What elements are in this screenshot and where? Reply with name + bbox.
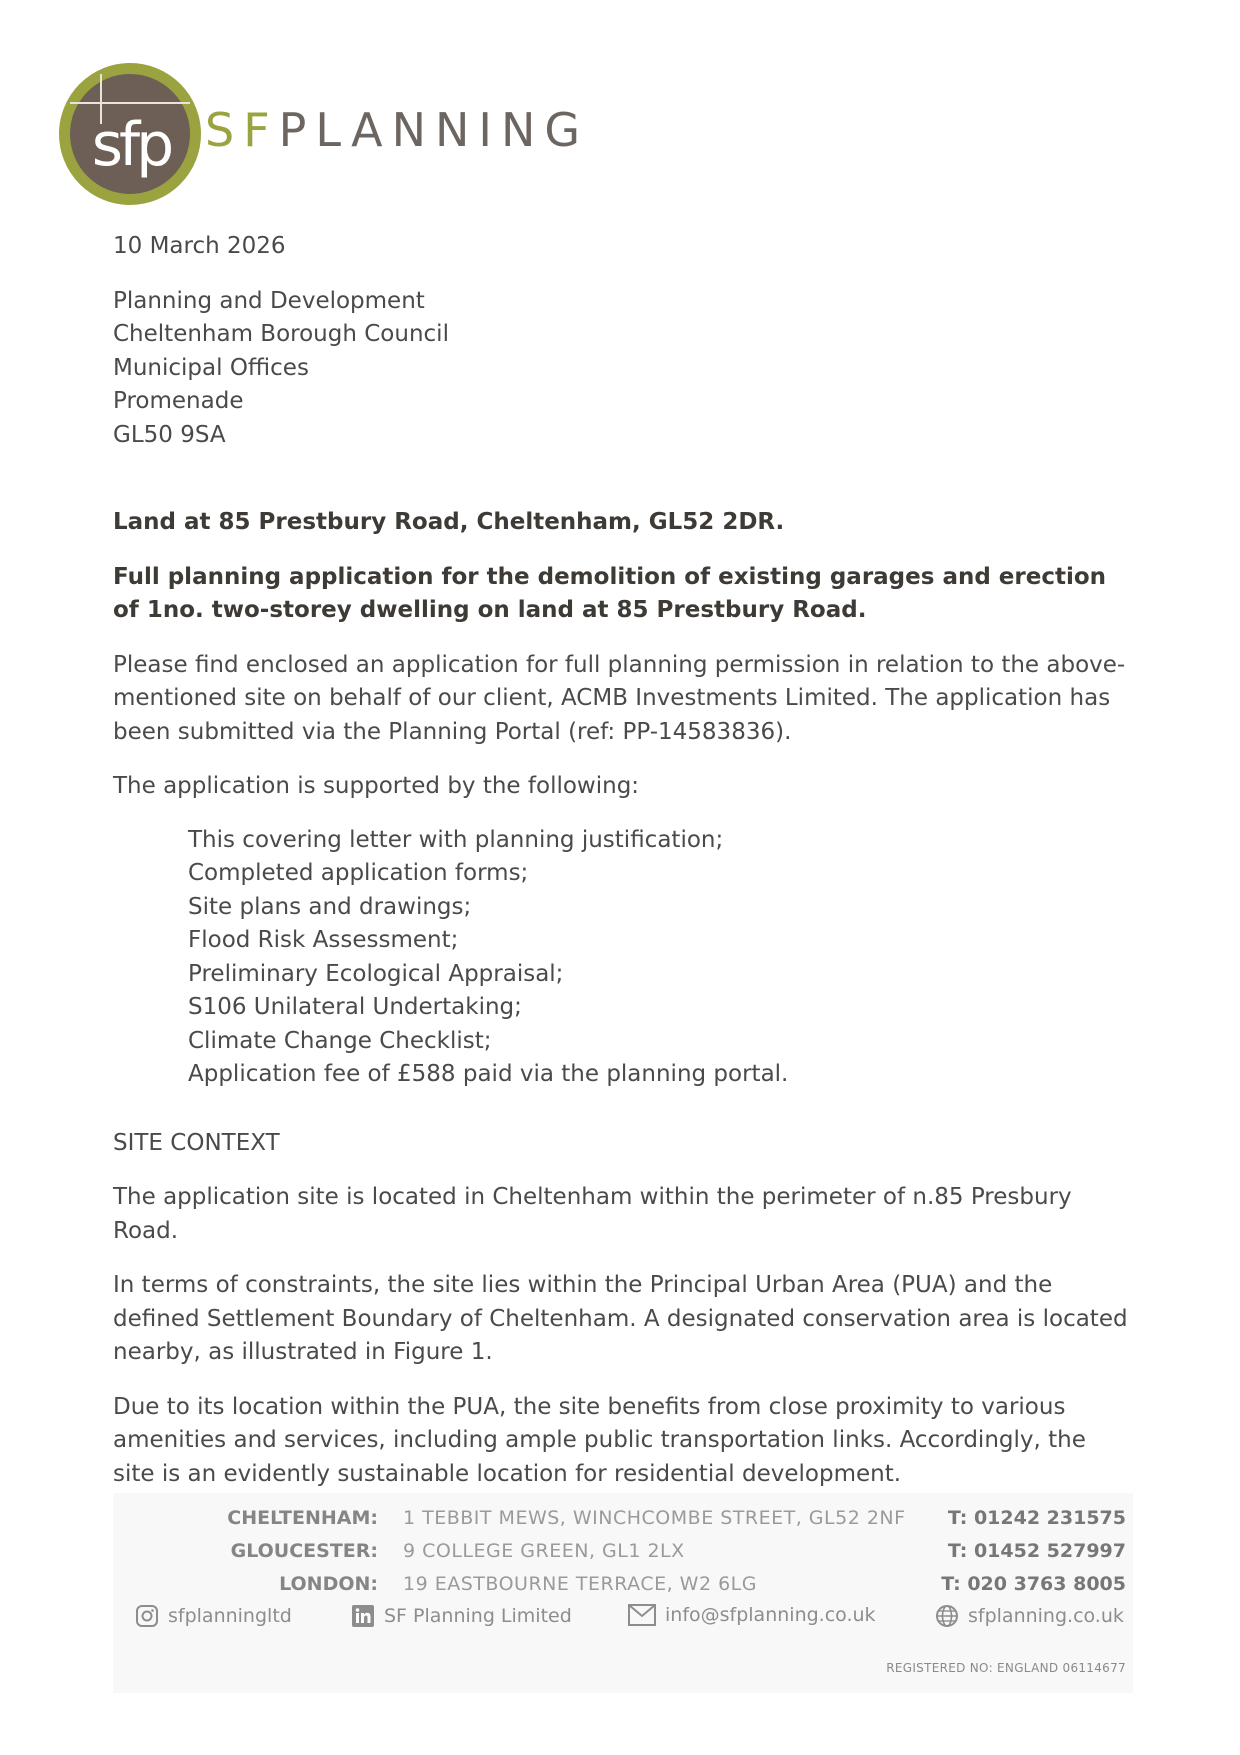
linkedin-link[interactable]	[351, 1604, 572, 1628]
list-item: Climate Change Checklist;	[188, 1027, 492, 1054]
supported-by-intro: The application is supported by the following:	[113, 773, 640, 799]
website-link[interactable]	[935, 1604, 1124, 1628]
address-line: Promenade	[113, 388, 244, 414]
list-item: Completed application forms;	[188, 860, 529, 886]
logo-monogram: sfp	[91, 110, 171, 180]
instagram-icon	[135, 1604, 159, 1628]
address-line: Municipal Offices	[113, 354, 309, 381]
email-icon	[628, 1604, 656, 1626]
website-url: sfplanning.co.uk	[968, 1605, 1124, 1627]
list-item: S106 Unilateral Undertaking;	[188, 994, 522, 1020]
office-address: 19 EASTBOURNE TERRACE, W2 6LG	[403, 1573, 757, 1595]
recipient-address	[113, 285, 1133, 453]
email-link[interactable]	[628, 1604, 876, 1626]
list-item: Site plans and drawings;	[188, 893, 472, 920]
address-line: Planning and Development	[113, 287, 425, 314]
list-item: Preliminary Ecological Appraisal;	[188, 960, 564, 987]
linkedin-icon	[351, 1604, 375, 1628]
list-item: This covering letter with planning justification;	[188, 826, 724, 853]
site-paragraph-1: The application site is located in Cheltenham within the perimeter of n.85 Presbury Road.	[113, 1184, 1072, 1244]
office-address: 1 TEBBIT MEWS, WINCHCOMBE STREET, GL52 2NF	[403, 1507, 906, 1529]
supporting-documents-list	[113, 824, 1133, 1092]
address-line: Cheltenham Borough Council	[113, 321, 449, 347]
email-address: info@sfplanning.co.uk	[665, 1604, 876, 1626]
application-heading: Full planning application for the demolition of existing garages and erection of 1no. two-storey dwelling on land at 85 Prestbury Road.	[113, 563, 1107, 623]
letter-date: 10 March 2026	[113, 233, 286, 259]
office-address: 9 COLLEGE GREEN, GL1 2LX	[403, 1540, 685, 1562]
logo-wordmark: SFPLANNING	[205, 103, 590, 157]
instagram-link[interactable]	[135, 1604, 292, 1628]
registration-number: REGISTERED NO: ENGLAND 06114677	[886, 1661, 1126, 1675]
company-logo	[59, 63, 590, 203]
office-city: CHELTENHAM:	[227, 1507, 378, 1529]
globe-icon	[935, 1604, 959, 1628]
section-title: SITE CONTEXT	[113, 1129, 280, 1156]
instagram-handle: sfplanningltd	[168, 1605, 292, 1627]
office-phone: T: 020 3763 8005	[941, 1573, 1126, 1595]
site-paragraph-2: In terms of constraints, the site lies within the Principal Urban Area (PUA) and the defined Settlement Boundary of Cheltenham. A designated conservation area is located nearby, as illustrated in Figure 1.	[113, 1272, 1128, 1365]
logo-emblem	[59, 63, 201, 205]
office-city: GLOUCESTER:	[230, 1540, 378, 1562]
site-heading: Land at 85 Prestbury Road, Cheltenham, GL52 2DR.	[113, 509, 785, 535]
office-city: LONDON:	[279, 1573, 378, 1595]
site-paragraph-3: Due to its location within the PUA, the site benefits from close proximity to various amenities and services, including ample public transportation links. Accordingly, the site is an evidently sustainable location for residential development.	[113, 1393, 1086, 1487]
intro-paragraph: Please find enclosed an application for full planning permission in relation to the above-mentioned site on behalf of our client, ACMB Investments Limited. The application has been submitted via the Planning Portal (ref: PP-14583836).	[113, 651, 1126, 745]
office-phone: T: 01452 527997	[947, 1540, 1126, 1562]
linkedin-name: SF Planning Limited	[384, 1605, 572, 1627]
list-item: Flood Risk Assessment;	[188, 927, 459, 953]
letterhead-footer	[113, 1493, 1133, 1693]
office-phone: T: 01242 231575	[947, 1507, 1126, 1529]
address-line: GL50 9SA	[113, 421, 226, 448]
letter-body	[113, 230, 1133, 1491]
list-item: Application fee of £588 paid via the planning portal.	[188, 1061, 789, 1087]
